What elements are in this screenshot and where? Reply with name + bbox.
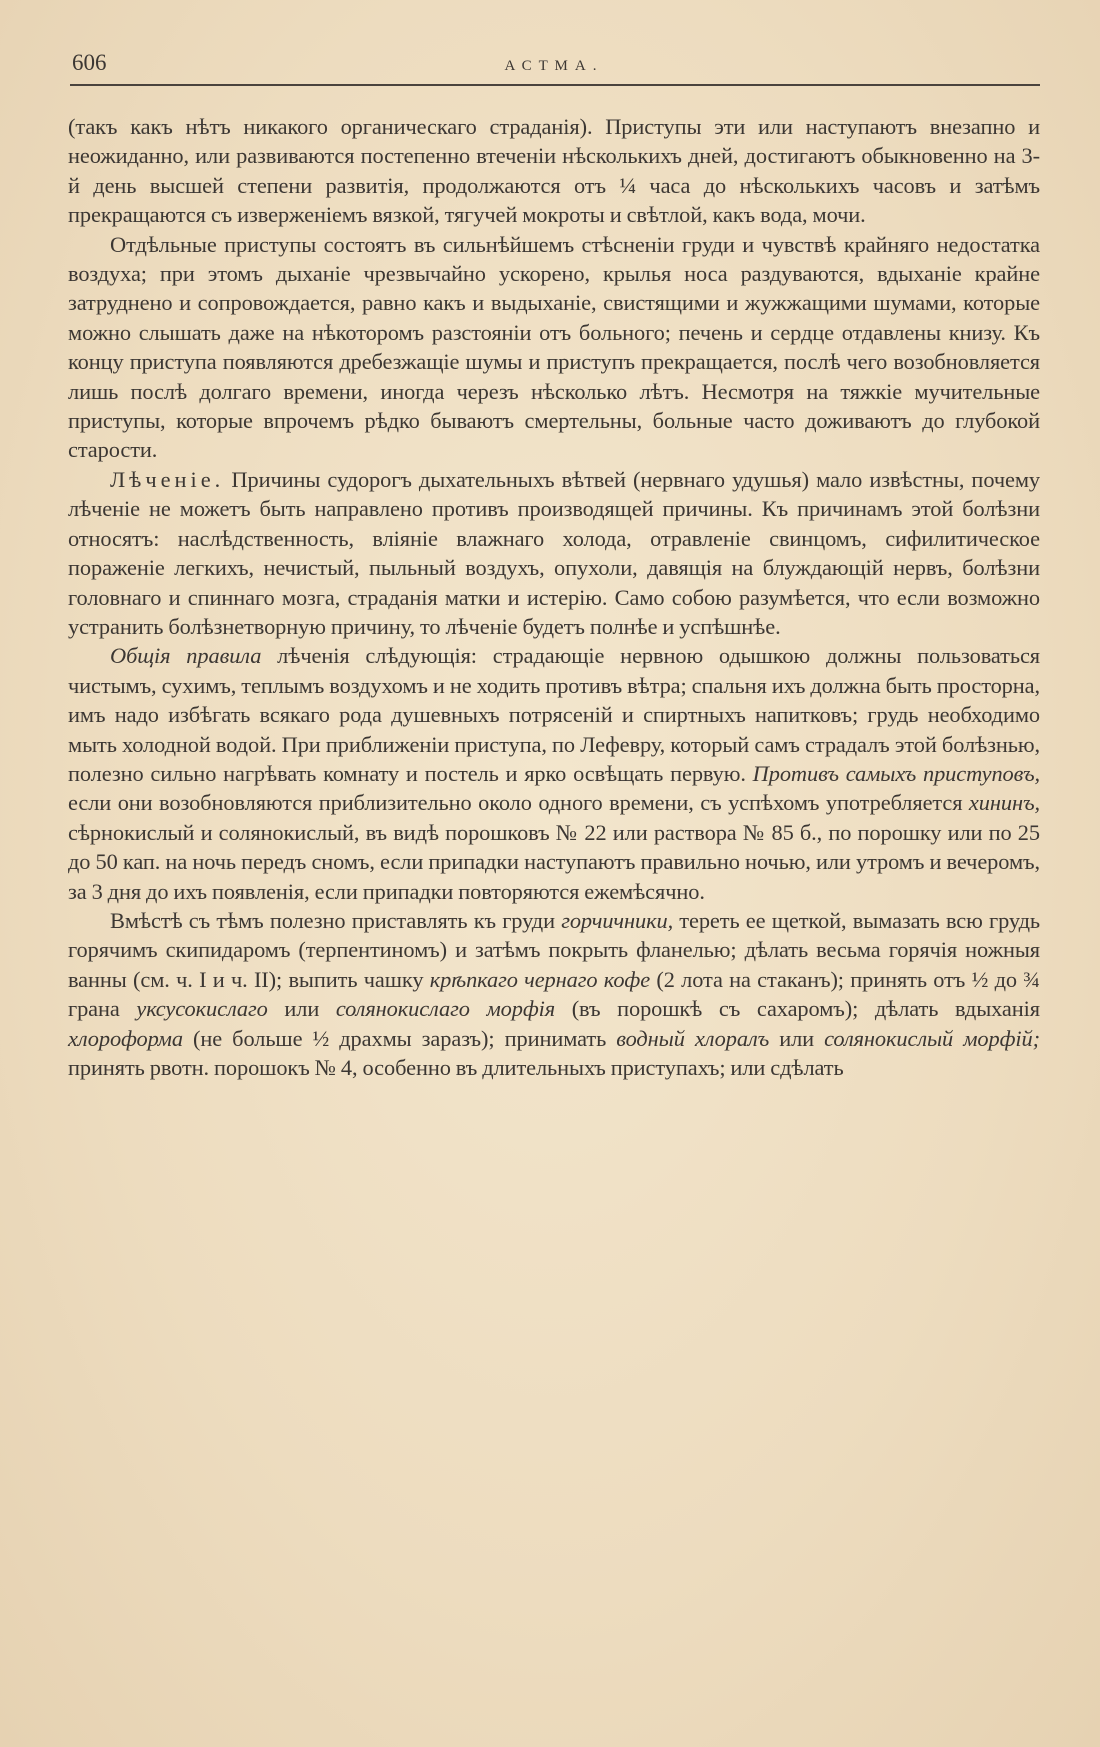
header-title: АСТМА. xyxy=(504,58,604,74)
italic-phrase: солянокислаго морфія xyxy=(335,996,556,1022)
text-run: или xyxy=(267,996,336,1022)
italic-phrase: горчичники, xyxy=(561,907,674,933)
italic-phrase: Противъ самыхъ приступовъ, xyxy=(752,760,1040,786)
paragraph xyxy=(68,230,1040,465)
text-run: Причины судорогъ дыхательныхъ вѣтвей (нервнаго удушья) мало извѣстны, почему лѣченіе не можетъ быть направлено противъ производящей причины. Къ причинамъ этой болѣзни относятъ: наслѣдственность, вліяніе влажнаго холода, отравленіе свинцомъ, сифилитическое пораженіе легкихъ, нечистый, пыльный воздухъ, опухоли, давящія на блуждающій нервъ, болѣзни головнаго и спиннаго мозга, страданія матки и истерію. Само собою разумѣется, что если возможно устранить болѣзнетворную причину, то лѣченіе будетъ полнѣе и успѣшнѣе. xyxy=(68,466,1040,639)
body-text xyxy=(68,112,1040,1082)
page-number: 606 xyxy=(72,50,107,75)
text-run: (2 лота на стаканъ); принять отъ ½ до ¾ грана xyxy=(68,966,1040,1022)
italic-phrase: хининъ, xyxy=(968,790,1040,816)
text-run: (такъ какъ нѣтъ никакого органическаго страданія). Приступы эти или наступаютъ внезапно и неожиданно, или развиваются постепенно втеченіи нѣсколькихъ дней, достигаютъ обыкновенно на 3-й день высшей степени развитія, продолжаются отъ ¼ часа до нѣсколькихъ часовъ и затѣмъ прекращаются съ изверженіемъ вязкой, тягучей мокроты и свѣтлой, какъ вода, мочи. xyxy=(68,114,1040,228)
text-run: тереть ее щеткой, вымазать всю грудь горячимъ скипидаромъ (терпентиномъ) и затѣмъ покрыть фланелью; дѣлать весьма горячія ножныя ванны (см. ч. I и ч. II); выпить чашку xyxy=(68,907,1040,992)
italic-phrase: хлороформа xyxy=(68,1025,183,1051)
header-rule xyxy=(70,84,1040,86)
text-run: (не больше ½ драхмы заразъ); принимать xyxy=(182,1025,617,1051)
italic-phrase: Общія правила xyxy=(110,643,262,669)
text-run: Отдѣльные приступы состоятъ въ сильнѣйшемъ стѣсненіи груди и чувствѣ крайняго недостатка воздуха; при этомъ дыханіе чрезвычайно ускорено, крылья носа раздуваются, вдыханіе крайне затруднено и сопровождается, равно какъ и выдыханіе, свистящими и жужжащими шумами, которые можно слышать даже на нѣкоторомъ разстояніи отъ больного; печень и сердце отдавлены книзу. Къ концу приступа появляются дребезжащіе шумы и приступъ прекращается, послѣ чего возобновляется лишь послѣ долгаго времени, иногда черезъ нѣсколько лѣтъ. Несмотря на тяжкіе мучительные приступы, которые впрочемъ рѣдко бываютъ смертельны, больные часто доживаютъ до глубокой старости. xyxy=(68,231,1040,463)
running-head xyxy=(68,48,1040,88)
paragraph xyxy=(68,465,1040,641)
book-page xyxy=(68,48,1040,1082)
text-run: сѣрнокислый и солянокислый, въ видѣ порошковъ № 22 или раствора № 85 б., по порошку или по 25 до 50 кап. на ночь передъ сномъ, если припадки наступаютъ правильно ночью, или утромъ и вечеромъ, за 3 дня до ихъ появленія, если припадки повторяются ежемѣсячно. xyxy=(68,819,1040,904)
paragraph xyxy=(68,906,1040,1082)
italic-phrase: крѣпкаго чернаго кофе xyxy=(429,966,651,992)
text-run: Вмѣстѣ съ тѣмъ полезно приставлять къ груди xyxy=(110,907,562,933)
paragraph xyxy=(68,641,1040,906)
text-run: если они возобновляются приблизительно около одного времени, съ успѣхомъ употребляется xyxy=(68,790,969,816)
section-lead-word: Лѣченіе. xyxy=(110,466,225,492)
paragraph xyxy=(68,112,1040,230)
text-run: принять рвотн. порошокъ № 4, особенно въ длительныхъ приступахъ; или сдѣлать xyxy=(68,1055,844,1080)
text-run: лѣченія слѣдующія: страдающіе нервною одышкою должны пользоваться чистымъ, сухимъ, теплымъ воздухомъ и не ходить противъ вѣтра; спальня ихъ должна быть просторна, имъ надо избѣгать всякаго рода душевныхъ потрясеній и спиртныхъ напитковъ; грудь необходимо мыть холодной водой. При приближеніи приступа, по Лефевру, который самъ страдалъ этой болѣзнью, полезно сильно нагрѣвать комнату и постель и ярко освѣщать первую. xyxy=(68,643,1040,786)
text-run: (въ порошкѣ съ сахаромъ); дѣлать вдыханія xyxy=(555,996,1040,1022)
italic-phrase: уксусокислаго xyxy=(136,996,268,1022)
italic-phrase: водный хлоралъ xyxy=(616,1025,770,1051)
text-run: или xyxy=(769,1025,825,1051)
italic-phrase: солянокислый морфій; xyxy=(824,1025,1040,1051)
